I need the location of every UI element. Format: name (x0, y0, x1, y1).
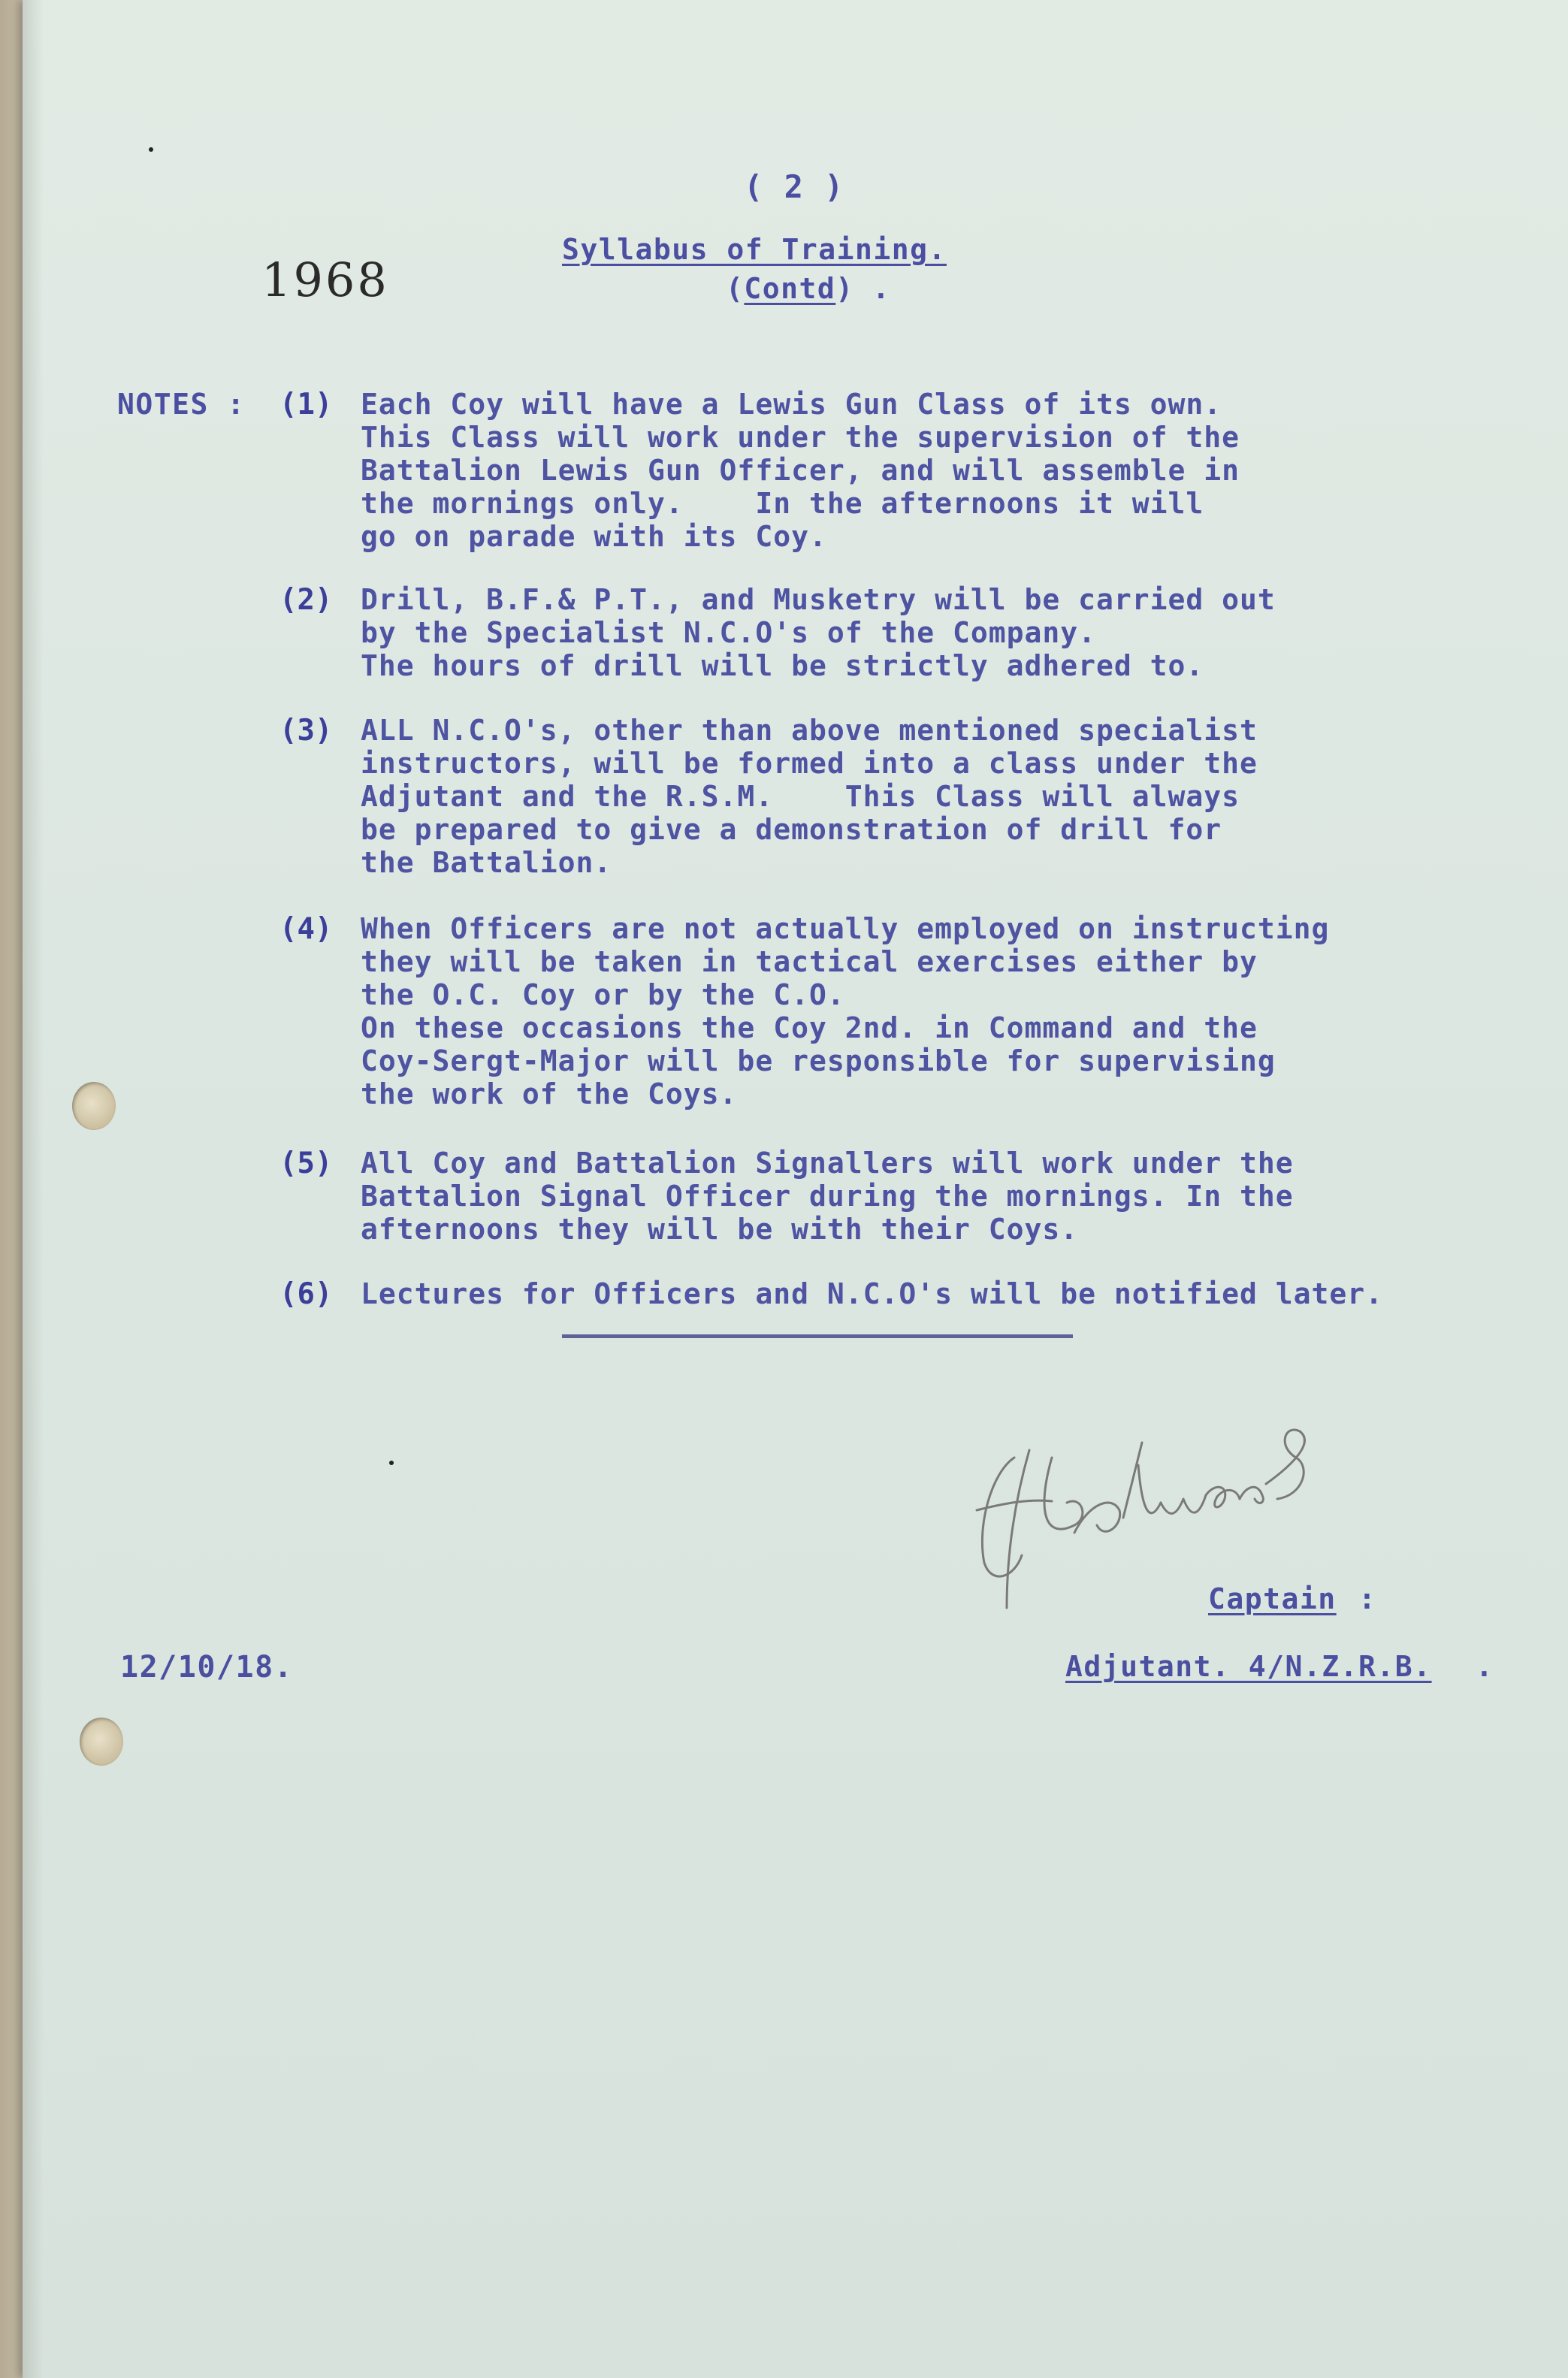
page-number: ( 2 ) (744, 168, 844, 205)
note-2-marker: (2) (279, 583, 333, 617)
document-date: 12/10/18. (120, 1650, 294, 1685)
note-1-line: go on parade with its Coy. (361, 520, 827, 553)
note-6-line: Lectures for Officers and N.C.O's will be notified later. (361, 1277, 1384, 1310)
note-3-line: be prepared to give a demonstration of drill for (361, 813, 1222, 846)
note-2-line: by the Specialist N.C.O's of the Company. (361, 616, 1096, 649)
note-2-body (361, 583, 1276, 682)
heading-subtitle-word: Contd (744, 272, 836, 305)
note-3-line: Adjutant and the R.S.M. This Class will always (361, 780, 1240, 813)
note-6-marker: (6) (279, 1277, 333, 1311)
punch-hole-bottom (80, 1718, 123, 1766)
ink-speck (389, 1461, 394, 1465)
note-4-marker: (4) (279, 912, 333, 946)
signatory-appointment: Adjutant. 4/N.Z.R.B. (1065, 1650, 1432, 1683)
note-4-line: they will be taken in tactical exercises either by (361, 945, 1258, 978)
note-2-line: The hours of drill will be strictly adhered to. (361, 649, 1204, 682)
signatory-rank-suffix: : (1358, 1582, 1377, 1615)
note-3-line: ALL N.C.O's, other than above mentioned specialist (361, 714, 1258, 747)
signatory-appointment-suffix: . (1476, 1650, 1494, 1683)
note-6-body (361, 1277, 1383, 1310)
note-2-line: Drill, B.F.& P.T., and Musketry will be carried out (361, 583, 1276, 616)
note-1-marker: (1) (279, 388, 333, 422)
file-number: 1968 (261, 252, 389, 307)
signatory-rank-text: Captain (1208, 1582, 1337, 1615)
heading-title: Syllabus of Training. (562, 233, 947, 266)
note-1-line: the mornings only. In the afternoons it will (361, 487, 1204, 520)
punch-hole-top (72, 1082, 116, 1130)
note-5-body (361, 1147, 1294, 1246)
heading-subtitle-open: ( (726, 272, 745, 305)
note-1-line: Battalion Lewis Gun Officer, and will assemble in (361, 454, 1240, 487)
note-4-line: the O.C. Coy or by the C.O. (361, 978, 845, 1011)
note-3-line: the Battalion. (361, 846, 612, 879)
note-4-line: Coy-Sergt-Major will be responsible for supervising (361, 1044, 1276, 1077)
note-5-line: Battalion Signal Officer during the mornings. In the (361, 1180, 1294, 1213)
note-4-line: When Officers are not actually employed on instructing (361, 912, 1330, 945)
heading-subtitle-close: ) . (835, 272, 891, 305)
signatory-rank (1208, 1582, 1337, 1615)
note-3-marker: (3) (279, 714, 333, 748)
heading-subtitle (726, 272, 890, 305)
note-5-line: afternoons they will be with their Coys. (361, 1213, 1079, 1246)
note-4-line: the work of the Coys. (361, 1077, 738, 1110)
ink-speck (149, 147, 153, 152)
notes-label: NOTES : (117, 388, 246, 421)
closing-rule (562, 1334, 1073, 1338)
note-5-line: All Coy and Battalion Signallers will work under the (361, 1147, 1294, 1180)
note-3-line: instructors, will be formed into a class under the (361, 747, 1258, 780)
note-1-body (361, 388, 1240, 553)
note-4-body (361, 912, 1329, 1110)
sheet-edge-shadow (23, 0, 44, 2378)
note-1-line: This Class will work under the supervision of the (361, 421, 1240, 454)
note-5-marker: (5) (279, 1147, 333, 1180)
note-1-line: Each Coy will have a Lewis Gun Class of its own. (361, 388, 1222, 421)
note-3-body (361, 714, 1258, 879)
note-4-line: On these occasions the Coy 2nd. in Command and the (361, 1011, 1258, 1044)
